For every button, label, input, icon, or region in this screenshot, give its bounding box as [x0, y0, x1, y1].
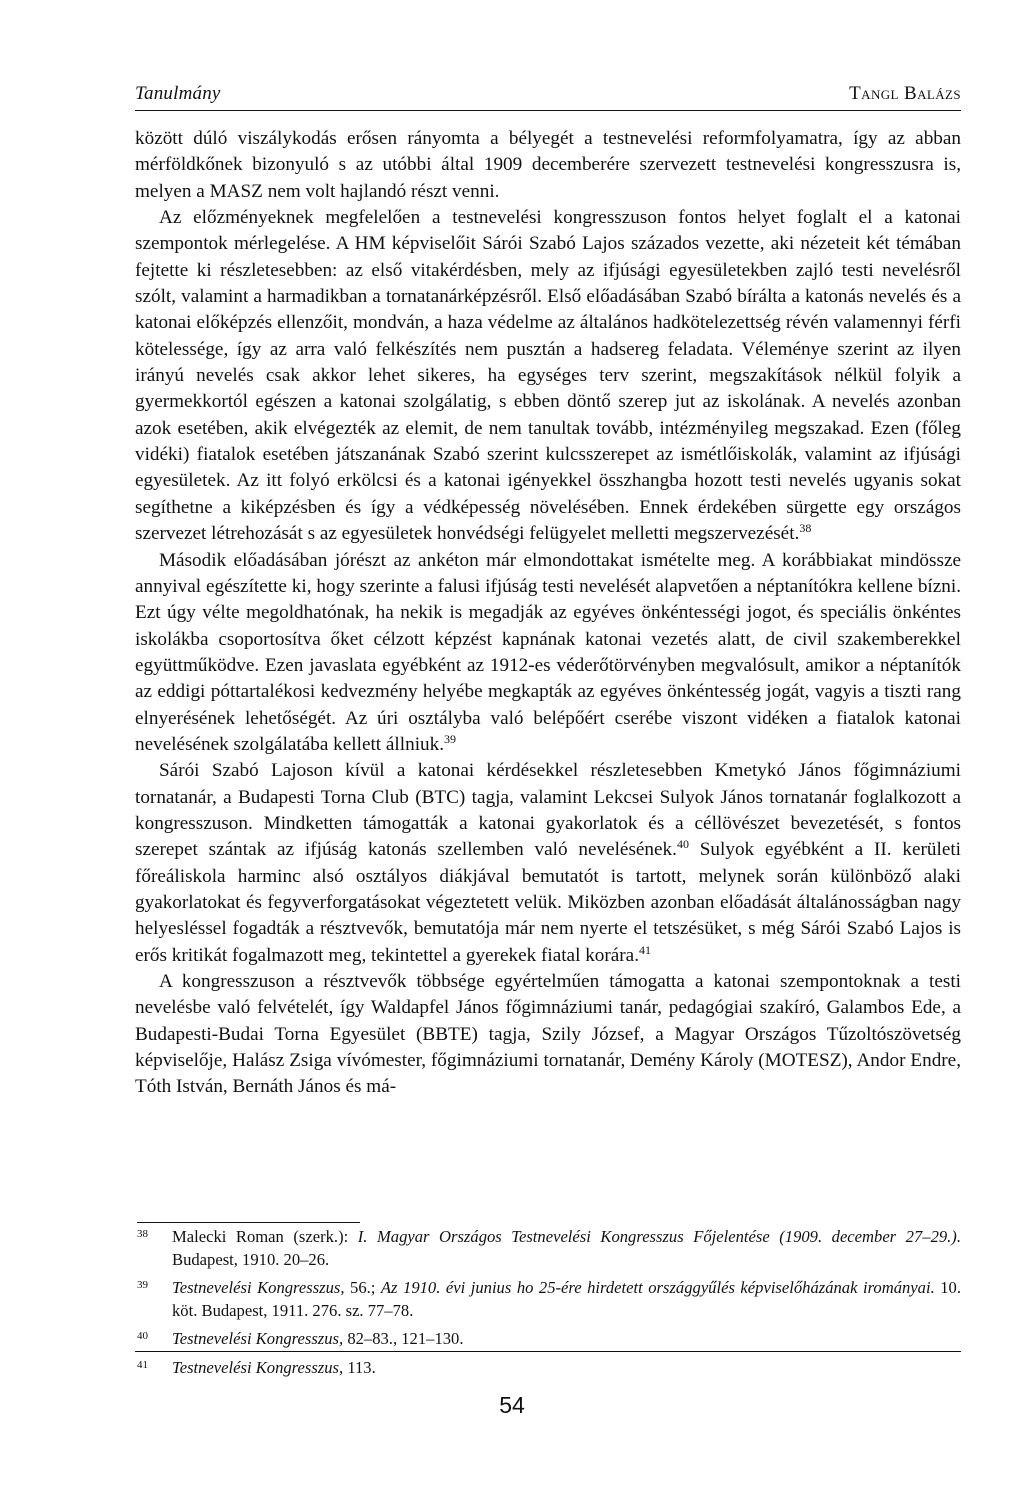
footnote-text: 82–83., 121–130.: [343, 1329, 464, 1348]
footnote-title: Testnevelési Kongresszus,: [172, 1329, 344, 1348]
footnote-text: 113.: [343, 1357, 376, 1377]
footnote-divider: [137, 1222, 360, 1223]
footnote-title: Testnevelési Kongresszus,: [172, 1357, 344, 1377]
footnote-title: Testnevelési Kongresszus,: [172, 1278, 345, 1297]
author-name: Tangl Balázs: [849, 83, 961, 104]
paragraph-1: [135, 126, 961, 205]
footnote-number: 39: [137, 1279, 148, 1291]
paragraph-1-text: között dúló viszálykodás erősen rányomta a bélyegét a testnevelési reformfolyamatra, így az abban mérföldkőnek bizonyuló s az utóbbi által 1909 decemberére szervezett testnevelési kongresszusra is, melyen a MASZ nem volt hajlandó részt venni.: [135, 128, 961, 202]
paragraph-2-text: Az előzményeknek megfelelően a testnevelési kongresszuson fontos helyet foglalt el a katonai szempontok mérlegelése. A HM képviselőit Sárói Szabó Lajos százados vezette, aki nézeteit két témában fejtette ki részletesebben: az első vitakérdésben, mely az ifjúsági egyesületekben zajló testi nevelésről szólt, valamint a harmadikban a tornatanárképzésről. Első előadásában Szabó bírálta a katonás nevelés és a katonai előképzés ellenzőit, mondván, a haza védelme az általános hadkötelezettség révén valamennyi férfi kötelessége, így az arra való felkészítés nem pusztán a hadsereg feladata. Véleménye szerint az ilyen irányú nevelés csak akkor lehet sikeres, ha egységes terv szerint, megszakítások nélkül folyik a gyermekkortól egészen a katonai szolgálatig, s ebben döntő szerep jut az iskolának. A nevelés azonban azok esetében, akik elvégezték az elemit, de nem tanultak tovább, intézményileg megszakad. Ezen (főleg vidéki) fiatalok esetében játszanának Szabó szerint kulcsszerepet az ismétlőiskolák, valamint az ifjúsági egyesületek. Az itt folyó erkölcsi és a katonai igényekkel összhangba hozott testi nevelés ugyanis sokat segíthetne a kiképzésben és így a védképesség növelésében. Ennek érdekében sürgette egy országos szervezet létrehozását s az egyesületek honvédségi felügyelet melletti megszervezését.: [135, 207, 961, 545]
running-head: [135, 84, 961, 111]
body-text: [135, 126, 961, 1101]
footnotes: [135, 1226, 961, 1385]
footnote-title: Az 1910. évi junius ho 25-ére hirdetett országgyűlés képviselőházának irományai.: [380, 1278, 935, 1297]
footnote-38: [135, 1226, 961, 1271]
paragraph-2: [135, 205, 961, 547]
paragraph-3: [135, 548, 961, 759]
footnote-text: Budapest, 1910. 20–26.: [172, 1249, 330, 1269]
paragraph-4-text-b: Sulyok egyébként a II. kerületi főreáliskola harminc alsó osztályos diákjával bemutatót is tartott, melynek során különböző alaki gyakorlatokat és fegyverforgatásokat végeztetett velük. Miközben azonban előadását általánosságban nagy helyesléssel fogadták a résztvevők, bemutatója már nem nyerte el tetszésüket, s még Sárói Szabó Lajos is erős kritikát fogalmazott meg, tekintettel a gyerekek fiatal korára.: [135, 839, 961, 966]
footnote-text: Malecki Roman (szerk.):: [172, 1227, 358, 1246]
footnote-ref-40[interactable]: 40: [676, 837, 689, 852]
footnote-number: 40: [137, 1330, 148, 1342]
footnote-40: [135, 1328, 961, 1351]
footnote-ref-38[interactable]: 38: [799, 521, 812, 536]
paragraph-4-text-a: Sárói Szabó Lajoson kívül a katonai kérdésekkel részletesebben Kmetykó János főgimnáziumi tornatanár, a Budapesti Torna Club (BTC) tagja, valamint Lekcsei Sulyok János tornatanár foglalkozott a kongresszuson. Mindketten támogatták a katonai gyakorlatok és a céllövészet bevezetését, s fontos szerepet szántak az ifjúság katonás szellemben való nevelésének.: [135, 760, 961, 861]
footnote-number: 38: [137, 1228, 148, 1240]
page-number: 54: [499, 1392, 525, 1418]
footnote-39: [135, 1277, 961, 1322]
footnote-text: 56.;: [344, 1278, 381, 1297]
paragraph-5: [135, 969, 961, 1101]
footnote-title: I. Magyar Országos Testnevelési Kongresszus Főjelentése (1909. december 27–29.).: [357, 1227, 961, 1246]
footnote-number: 41: [137, 1358, 148, 1371]
footnote-ref-41[interactable]: 41: [639, 942, 651, 957]
footnote-ref-39[interactable]: 39: [444, 731, 457, 746]
paragraph-4: [135, 758, 961, 969]
section-label: Tanulmány: [135, 83, 221, 104]
footnote-text: 10. köt. Budapest, 1911. 276. sz. 77–78.: [172, 1278, 961, 1320]
paragraph-5-text: A kongresszuson a résztvevők többsége egyértelműen támogatta a katonai szempontoknak a testi nevelésbe való felvételét, így Waldapfel János főgimnáziumi tanár, pedagógiai szakíró, Galambos Ede, a Budapesti-Budai Torna Egyesület (BBTE) tagja, Szily József, a Magyar Országos Tűzoltószövetség képviselője, Halász Zsiga vívómester, főgimnáziumi tornatanár, Demény Károly (MOTESZ), Andor Endre, Tóth István, Bernáth János és má-: [135, 971, 961, 1098]
paragraph-3-text: Második előadásában jórészt az ankéton már elmondottakat ismételte meg. A korábbiakat mindössze annyival egészítette ki, hogy szerinte a falusi ifjúság testi nevelését alapvetően a néptanítókra kellene bízni. Ezt úgy vélte megoldhatónak, ha nekik is megadják az egyéves önkéntességi jogot, és speciális önkéntes iskolákba csoportosítva őket célzott képzést kapnának katonai vezetés alatt, de civil szakemberekkel együttműködve. Ezen javaslata egyébként az 1912-es véderőtörvényben megvalósult, amikor a néptanítók az eddigi póttartalékosi kedvezmény helyébe megkapták az egyéves önkéntesség jogát, vagyis a tiszti rang elnyerésének lehetőségét. Az úri osztályba való belépőért cserébe viszont vidéken a fiatalok katonai nevelésének szolgálatába kellett állniuk.: [135, 549, 961, 755]
page-bottom-rule: [135, 1351, 961, 1352]
footnote-41: [135, 1357, 961, 1380]
